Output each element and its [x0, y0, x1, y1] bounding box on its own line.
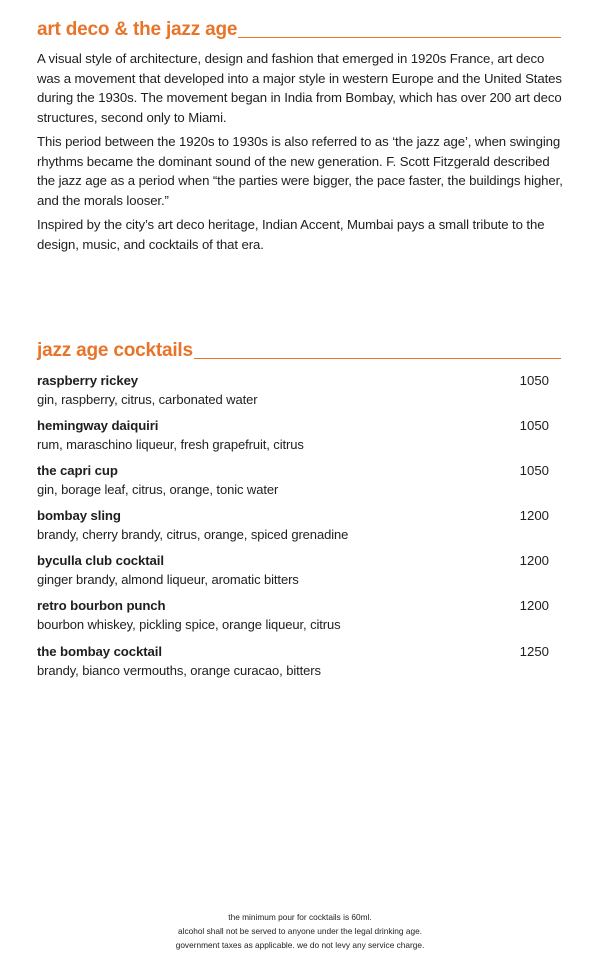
item-name: retro bourbon punch — [37, 598, 166, 613]
title-underline — [194, 358, 561, 359]
cocktails-section-header — [37, 341, 561, 361]
intro-paragraph-1: A visual style of architecture, design and fashion that emerged in 1920s France, art deco was a movement that developed into a major style in western Europe and the United States during the 1930s. The movement began in India from Bombay, which has over 200 art deco structures, second only to Miami. — [37, 51, 562, 125]
cocktails-title: jazz age cocktails — [37, 340, 193, 361]
item-name: bombay sling — [37, 508, 121, 523]
title-underline — [238, 37, 561, 38]
item-description: brandy, bianco vermouths, orange curacao, bitters — [37, 663, 321, 678]
item-price: 1200 — [519, 598, 549, 613]
footer-note-taxes: government taxes as applicable. we do not levy any service charge. — [175, 940, 425, 950]
item-price: 1200 — [519, 553, 549, 568]
item-description: brandy, cherry brandy, citrus, orange, spiced grenadine — [37, 527, 349, 542]
item-price: 1250 — [519, 644, 549, 659]
item-price: 1050 — [519, 373, 549, 388]
item-description: bourbon whiskey, pickling spice, orange liqueur, citrus — [37, 617, 341, 632]
item-name: the bombay cocktail — [37, 644, 162, 659]
item-name: raspberry rickey — [37, 373, 139, 388]
item-name: hemingway daiquiri — [37, 418, 159, 433]
item-price: 1050 — [519, 418, 549, 433]
item-price: 1200 — [519, 508, 549, 523]
item-price: 1050 — [519, 463, 549, 478]
item-name: byculla club cocktail — [37, 553, 164, 568]
footer-note-pour: the minimum pour for cocktails is 60ml. — [228, 912, 372, 922]
item-description: gin, raspberry, citrus, carbonated water — [37, 392, 258, 407]
item-description: rum, maraschino liqueur, fresh grapefruit, citrus — [37, 437, 304, 452]
item-description: gin, borage leaf, citrus, orange, tonic water — [37, 482, 279, 497]
intro-section-header — [37, 20, 561, 40]
intro-title: art deco & the jazz age — [37, 19, 238, 40]
item-description: ginger brandy, almond liqueur, aromatic bitters — [37, 572, 299, 587]
intro-paragraph-2: This period between the 1920s to 1930s is also referred to as ‘the jazz age’, when swinging rhythms became the dominant sound of the new generation. F. Scott Fitzgerald described the jazz age as a period when “the parties were bigger, the pace faster, the buildings higher, and the morals looser.” — [37, 134, 563, 208]
footer-note-age: alcohol shall not be served to anyone under the legal drinking age. — [177, 926, 422, 936]
item-name: the capri cup — [37, 463, 118, 478]
intro-paragraph-3: Inspired by the city’s art deco heritage, Indian Accent, Mumbai pays a small tribute to the design, music, and cocktails of that era. — [37, 217, 545, 252]
